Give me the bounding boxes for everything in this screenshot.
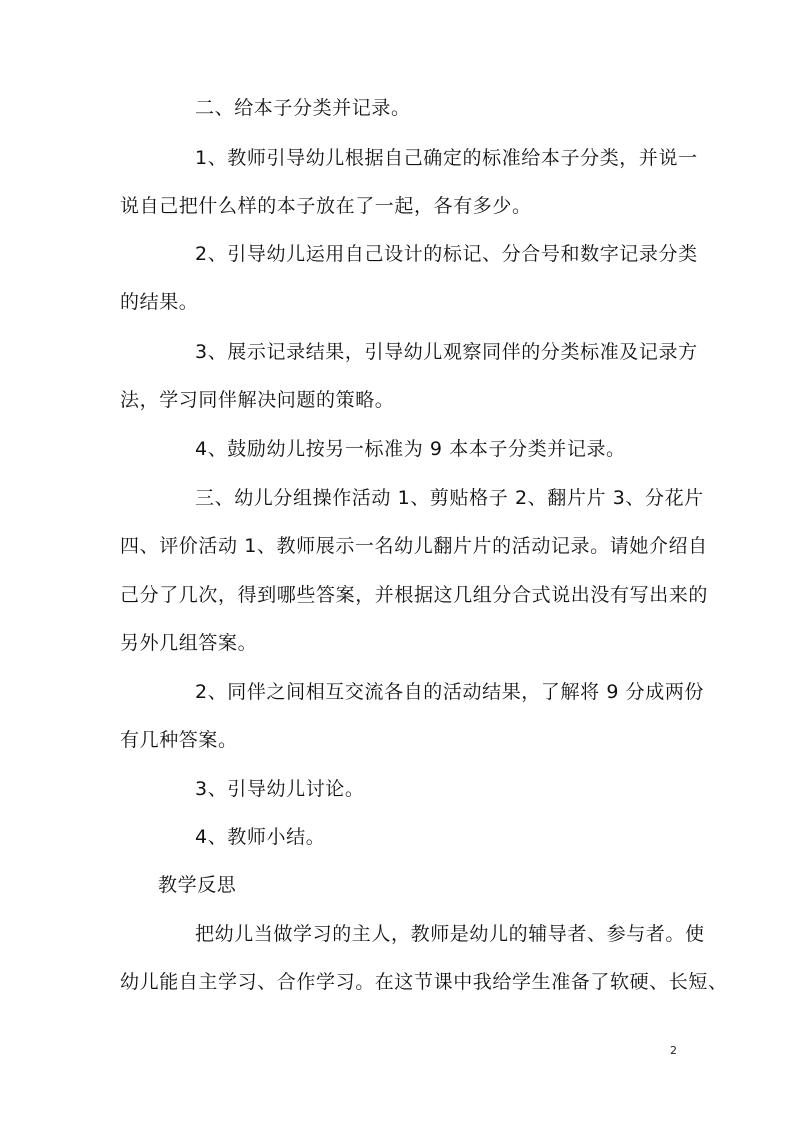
reflection-heading: 教学反思 xyxy=(158,874,237,896)
paragraph-line: 4、教师小结。 xyxy=(195,826,326,848)
paragraph-line: 4、鼓励幼儿按另一标准为 9 本本子分类并记录。 xyxy=(195,438,626,460)
paragraph-line: 3、展示记录结果，引导幼儿观察同伴的分类标准及记录方 xyxy=(195,341,698,363)
page-number: 2 xyxy=(670,1044,677,1057)
paragraph-line: 2、引导幼儿运用自己设计的标记、分合号和数字记录分类 xyxy=(195,243,698,265)
paragraph-line: 2、同伴之间相互交流各自的活动结果，了解将 9 分成两份 xyxy=(195,681,705,703)
paragraph-line: 法，学习同伴解决问题的策略。 xyxy=(120,389,395,411)
paragraph-line: 有几种答案。 xyxy=(120,729,238,751)
section-heading-2: 二、给本子分类并记录。 xyxy=(195,97,411,119)
paragraph-line: 的结果。 xyxy=(120,291,199,313)
paragraph-line: 3、引导幼儿讨论。 xyxy=(195,778,365,800)
section-heading-4: 四、评价活动 1、教师展示一名幼儿翻片片的活动记录。请她介绍自 xyxy=(120,535,708,557)
paragraph-line: 把幼儿当做学习的主人，教师是幼儿的辅导者、参与者。使 xyxy=(195,923,705,945)
paragraph-line: 幼儿能自主学习、合作学习。在这节课中我给学生准备了软硬、长短、 xyxy=(120,971,728,993)
paragraph-line: 己分了几次，得到哪些答案，并根据这几组分合式说出没有写出来的 xyxy=(120,584,709,606)
section-heading-3: 三、幼儿分组操作活动 1、剪贴格子 2、翻片片 3、分花片 xyxy=(195,487,704,509)
paragraph-line: 1、教师引导幼儿根据自己确定的标准给本子分类，并说一 xyxy=(195,147,698,169)
paragraph-line: 说自己把什么样的本子放在了一起，各有多少。 xyxy=(120,195,532,217)
paragraph-line: 另外几组答案。 xyxy=(120,632,258,654)
